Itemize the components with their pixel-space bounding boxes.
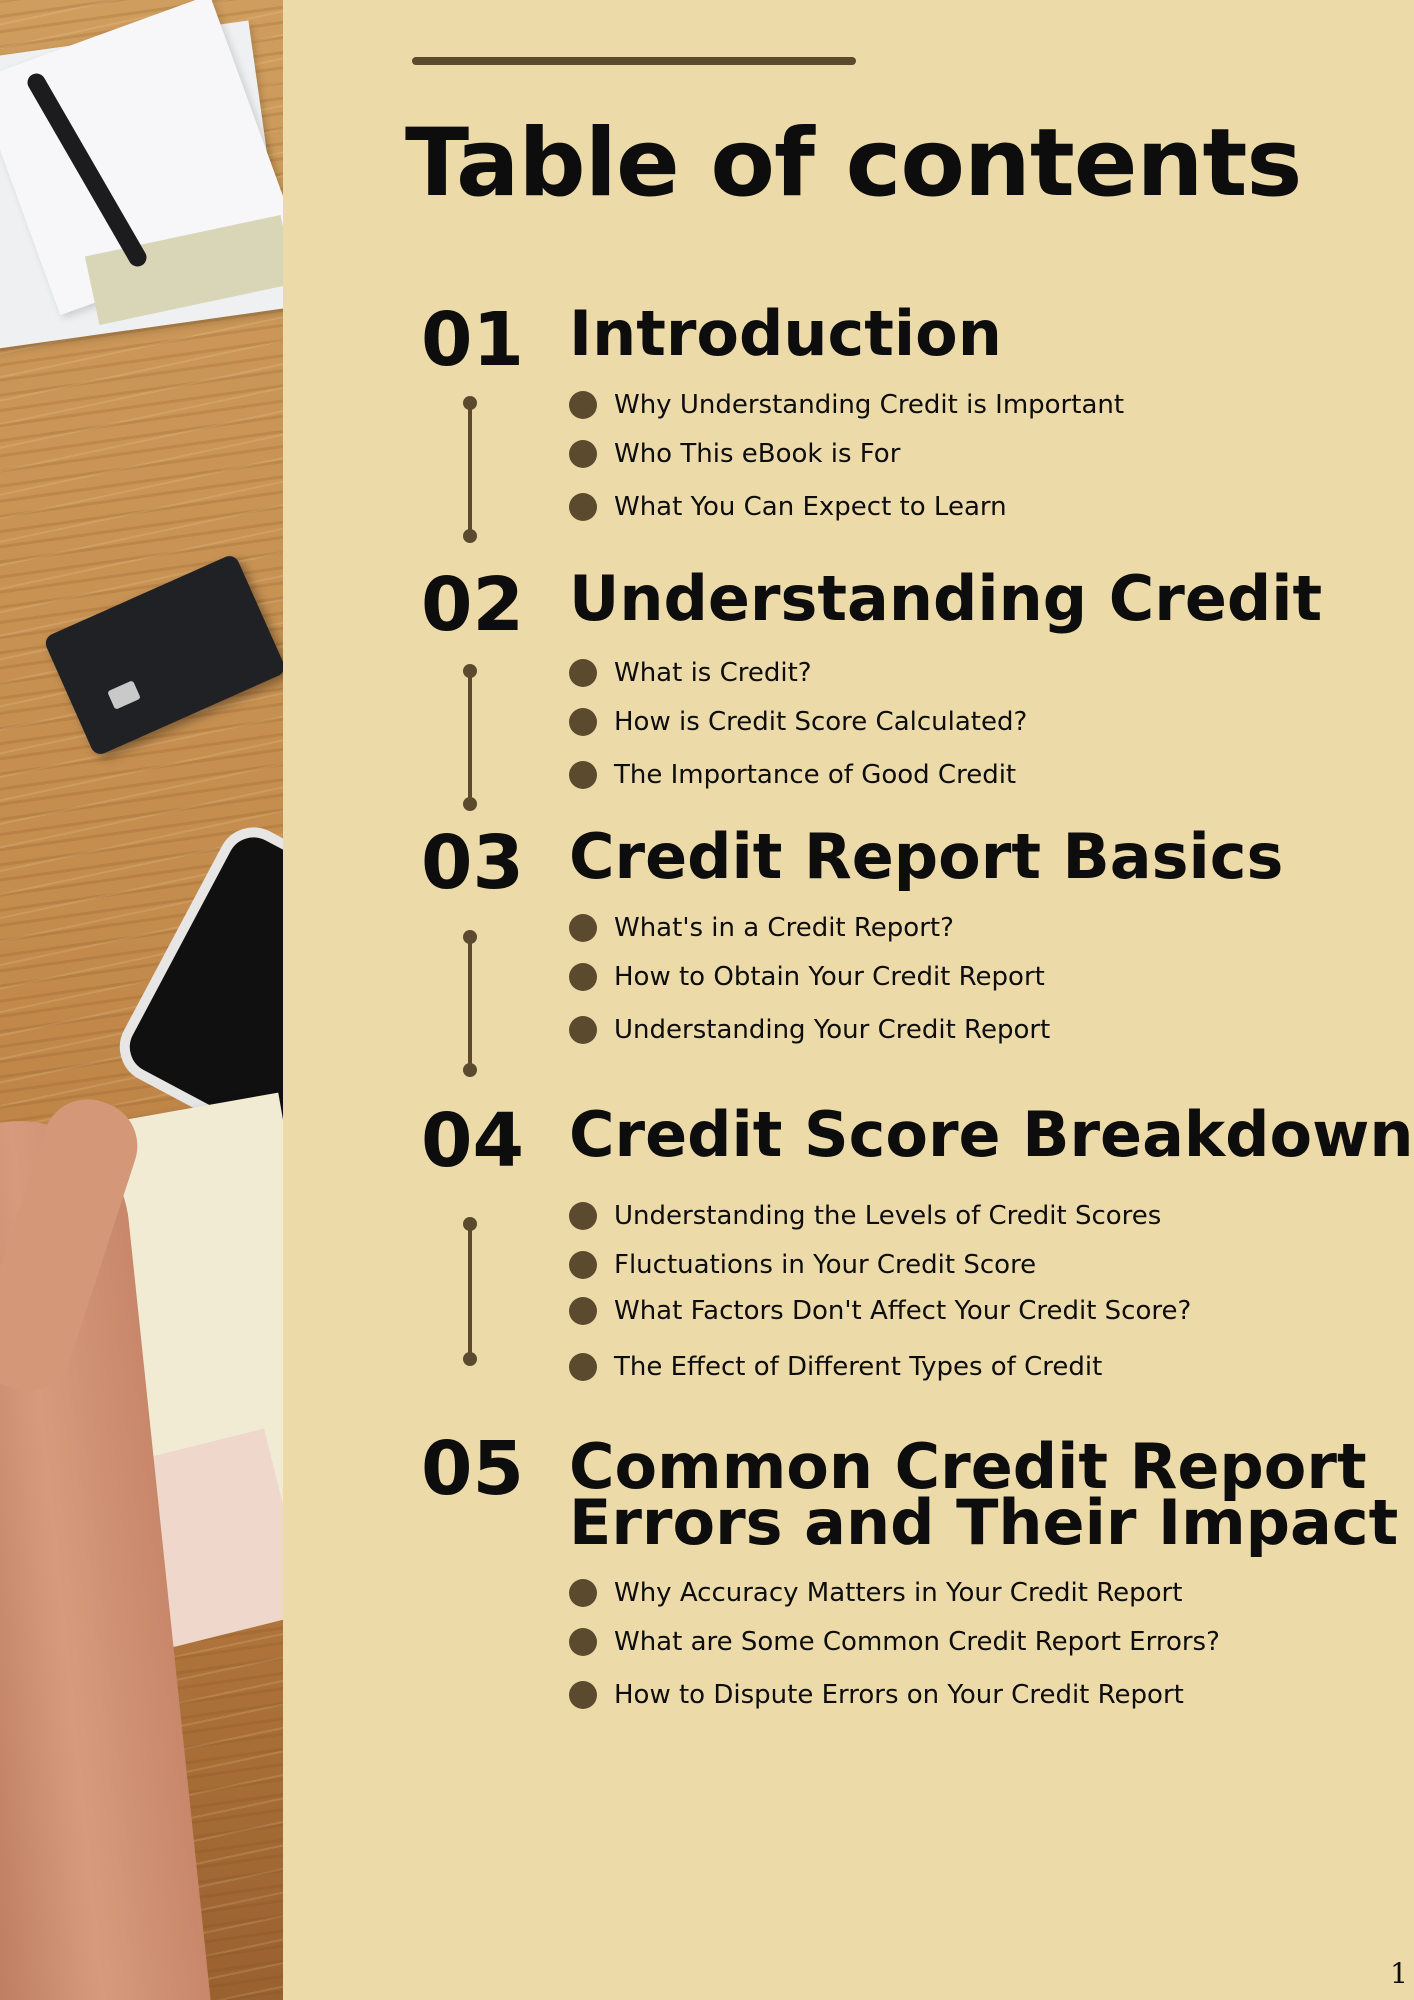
- section-title-line: Common Credit Report: [569, 1430, 1367, 1503]
- desk-photo: [0, 0, 283, 2000]
- section-title: Understanding Credit: [569, 562, 1323, 635]
- toc-item-label: Why Accuracy Matters in Your Credit Report: [614, 1578, 1183, 1608]
- section-title: Introduction: [569, 297, 1002, 370]
- toc-item[interactable]: [569, 388, 1124, 422]
- toc-item[interactable]: [569, 1294, 1191, 1328]
- toc-item[interactable]: [569, 758, 1016, 792]
- toc-item[interactable]: [569, 1350, 1102, 1384]
- toc-item-label: The Importance of Good Credit: [614, 760, 1017, 790]
- toc-item-label: How to Dispute Errors on Your Credit Report: [614, 1680, 1184, 1710]
- page-title: Table of contents: [405, 109, 1302, 218]
- toc-item-label: Fluctuations in Your Credit Score: [614, 1250, 1037, 1280]
- bullet-icon: [569, 1579, 597, 1607]
- bullet-icon: [569, 708, 597, 736]
- toc-item[interactable]: [569, 911, 954, 945]
- toc-item-label: The Effect of Different Types of Credit: [614, 1352, 1103, 1382]
- toc-item[interactable]: [569, 1625, 1220, 1659]
- toc-item[interactable]: [569, 1678, 1184, 1712]
- bullet-icon: [569, 1251, 597, 1279]
- bullet-icon: [569, 1628, 597, 1656]
- timeline-connector: [468, 403, 472, 536]
- toc-item[interactable]: [569, 1576, 1182, 1610]
- bullet-icon: [569, 1016, 597, 1044]
- bullet-icon: [569, 761, 597, 789]
- toc-item[interactable]: [569, 1013, 1050, 1047]
- bullet-icon: [569, 493, 597, 521]
- bullet-icon: [569, 1353, 597, 1381]
- page-number: 1: [1390, 1957, 1408, 1990]
- bullet-icon: [569, 1681, 597, 1709]
- toc-item[interactable]: [569, 1248, 1036, 1282]
- toc-item[interactable]: [569, 960, 1045, 994]
- toc-item-label: Why Understanding Credit is Important: [614, 390, 1125, 420]
- toc-item-label: What Factors Don't Affect Your Credit Score?: [614, 1296, 1192, 1326]
- toc-item-label: What's in a Credit Report?: [614, 913, 954, 943]
- toc-item-label: How to Obtain Your Credit Report: [614, 962, 1045, 992]
- section-title: [569, 1430, 1399, 1559]
- bullet-icon: [569, 963, 597, 991]
- toc-item[interactable]: [569, 437, 900, 471]
- toc-item[interactable]: [569, 705, 1027, 739]
- bullet-icon: [569, 659, 597, 687]
- toc-item-label: How is Credit Score Calculated?: [614, 707, 1028, 737]
- section-title: Credit Report Basics: [569, 820, 1284, 893]
- timeline-connector: [468, 671, 472, 804]
- section-number: 03: [421, 820, 524, 906]
- toc-item-label: Understanding Your Credit Report: [614, 1015, 1051, 1045]
- bullet-icon: [569, 1202, 597, 1230]
- toc-item-label: Understanding the Levels of Credit Scores: [614, 1201, 1162, 1231]
- bullet-icon: [569, 914, 597, 942]
- section-number: 04: [421, 1098, 524, 1184]
- section-number: 05: [421, 1426, 524, 1512]
- timeline-connector: [468, 1224, 472, 1359]
- section-title: Credit Score Breakdown: [569, 1098, 1414, 1171]
- section-number: 01: [421, 297, 524, 383]
- top-rule: [412, 57, 856, 65]
- bullet-icon: [569, 440, 597, 468]
- credit-card: [43, 553, 283, 757]
- toc-item-label: What are Some Common Credit Report Errors?: [614, 1627, 1220, 1657]
- bullet-icon: [569, 1297, 597, 1325]
- section-number: 02: [421, 562, 524, 648]
- toc-item-label: Who This eBook is For: [614, 439, 901, 469]
- toc-item-label: What is Credit?: [614, 658, 812, 688]
- toc-item-label: What You Can Expect to Learn: [614, 492, 1007, 522]
- section-title-line: Errors and Their Impact: [569, 1486, 1399, 1559]
- toc-item[interactable]: [569, 490, 1007, 524]
- toc-item[interactable]: [569, 656, 812, 690]
- timeline-connector: [468, 937, 472, 1070]
- bullet-icon: [569, 391, 597, 419]
- toc-item[interactable]: [569, 1199, 1161, 1233]
